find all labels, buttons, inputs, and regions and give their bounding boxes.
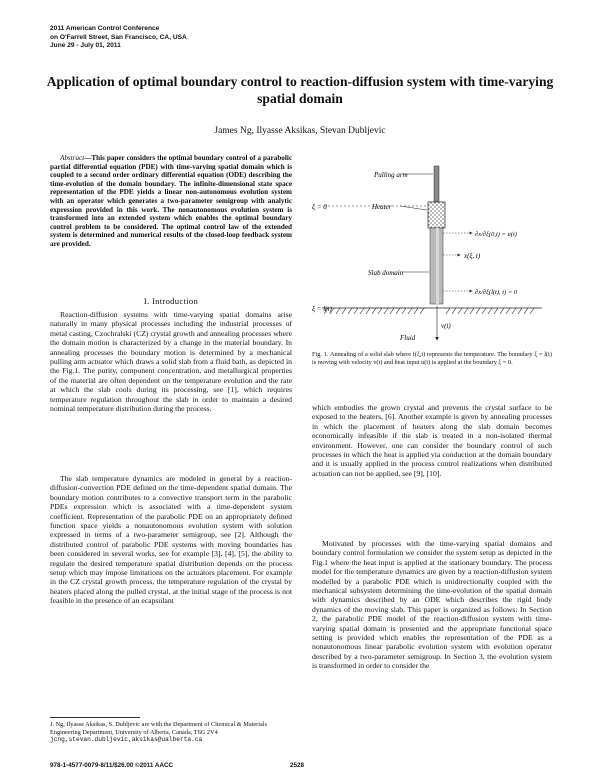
label-slab-domain: Slab domain: [368, 269, 404, 277]
slab-highlight: [436, 228, 439, 304]
figure-1: [312, 160, 552, 350]
heater-block: [428, 202, 445, 228]
footnote-rule: [50, 717, 140, 718]
label-heater: Heater: [372, 203, 392, 211]
authors: James Ng, Ilyasse Aksikas, Stevan Dubljevic: [214, 126, 386, 136]
footnote-emails: jcng,stevan.dubljevic,aksikas@ualberta.ca: [50, 736, 203, 744]
label-xi0: ξ = 0: [312, 203, 327, 211]
surface-hatching: [324, 308, 534, 314]
intro-paragraph-1: Reaction-diffusion systems with time-varying spatial domains arise naturally in many physical processes including the industrial processes of metal casting, Czochralski (CZ) crystal growth and annealing processes where the domain motion is characterized by a change in the material boundary. In annealing processes the boundary motion is determined by a mechanical pulling arm actuator which draws a solid slab from a fluid bath, as depicted in the Fig.1. The purity, component concentration, and metallurgical properties of the material are often dependent on the temperature evolution and the rate at which the slab cools during its processing, see [1], which requires temperature regulation throughout the slab in order to maintain a desired nominal temperature distribution during the process.: [50, 310, 292, 414]
heater-label-pointer: [400, 206, 427, 210]
pulling-arm: [434, 166, 439, 202]
col2-paragraph-1: which embodies the grown crystal and prevents the crystal surface to be exposed to the heaters, [6]. Another example is given by annealing processes in which the placement of heaters along the slab domain becomes economically infeasible if the slab is treated in a non-isolated thermal environment. However, one can consider the boundary control of such processes in which the heat is applied via conduction at the domain boundary and it is usually applied in the process control realizations when distributed actuation can not be applied, see [9], [10].: [312, 403, 552, 478]
conference-line-2: on O'Farrell Street, San Francisco, CA, USA: [50, 33, 187, 41]
abstract: [50, 154, 292, 249]
label-bc0: ∂x/∂ξ(0,t) = u(t): [475, 231, 517, 238]
label-state: x(ξ, t): [464, 252, 481, 260]
conference-header: [50, 25, 187, 51]
figure-1-diagram: [312, 160, 552, 350]
label-xil: ξ = l(t): [312, 305, 332, 313]
conference-line-3: June 29 - July 01, 2011: [50, 42, 121, 49]
label-fluid: Fluid: [400, 334, 416, 342]
abstract-text: —This paper considers the optimal boundary control of a parabolic partial differential equation (PDE) with time-varying spatial domain which is coupled to a second order ordinary differential equation (ODE) describing the time-evolution of the domain boundary. The infinite-dimensional state space representation of the PDE yields a linear non-autonomous evolution system with an operator which generates a two-parameter semigroup with analytic expression provided in this work. The nonautonomous evolution system is transformed into an extended system which enables the optimal boundary control problem to be considered. The optimal control law of the extended system is determined and numerical results of the closed-loop feedback system are provided.: [50, 154, 292, 248]
label-velocity: v(t): [441, 322, 451, 330]
figure-1-caption: Fig. 1. Annealing of a solid slab where f(ξ,t) represents the temperature. The boundary ξ = l(t) is moving with velocity v(t) and heat input u(t) is applied at the boundary ξ = 0.: [312, 351, 552, 366]
paper-title: Application of optimal boundary control to reaction-diffusion system with time-varying spatial domain: [46, 74, 554, 106]
abstract-label: Abstract: [60, 154, 85, 162]
page-number: 2528: [290, 762, 305, 769]
conference-line-1: 2011 American Control Conference: [50, 25, 160, 32]
footnote-text: J. Ng, Ilyasse Aksikas, S. Dubljevic are with the Department of Chemical & Materials Engineering Department, University of Alberta, Canada, T6G 2V4: [50, 721, 268, 736]
label-bcl: ∂x/∂ξ(l(t), t) = 0: [475, 289, 518, 296]
intro-paragraph-2: The slab temperature dynamics are modeled in general by a reaction-diffusion-convection PDE defined on the time-dependent spatial domain. The boundary motion contributes to a convective transport term in the parabolic PDEs expression which is associated with a time-dependent system coefficient. Representation of the parabolic PDE on an appropriately defined function space yields a nonautonomous evolution system with solution expressed in terms of a two-parameter semigroup, see [2]. Although the distributed control of parabolic PDE systems with moving boundaries has been considered in several works, see for example [3], [4], [5], the ability to regulate the desired temperature spatial distribution depends on the process setup which may impose limitations on the actuators placement. For example in the CZ crystal growth process, the temperature regulation of the crystal by heaters placed along the pulled crystal, at the initial stage of the process is not feasible in the presence of an ecapsulant: [50, 474, 292, 606]
col2-paragraph-2: Motivated by processes with the time-varying spatial domains and boundary control formulation we consider the system setup as depicted in the Fig.1 where the heat input is applied at the stationary boundary. The process model for the temperature dynamics are given by a reaction-diffusion system modelled by a parabolic PDE which is unidirectionally coupled with the mechanical subsystem determining the time-evolution of the spatial domain with dynamics described by an ODE which describes the rigid body dynamics of the moving slab. This paper is organized as follows: In Section 2, the parabolic PDE model of the reaction-diffusion system with time-varying spatial domain is presented and the appropriate functional space setting is provided which enables the representation of the PDE as a nonautonomous linear parabolic evolution system with evolution operator described by a two-parameter semigroup. In Section 3, the evolution system is transformed in order to consider the: [312, 539, 552, 671]
section-heading-introduction: I. Introduction: [143, 296, 199, 306]
footnote: [50, 721, 292, 744]
isbn-line: 978-1-4577-0079-8/11/$26.00 ©2011 AACC: [50, 762, 174, 769]
label-pulling-arm: Pulling arm: [374, 171, 408, 179]
